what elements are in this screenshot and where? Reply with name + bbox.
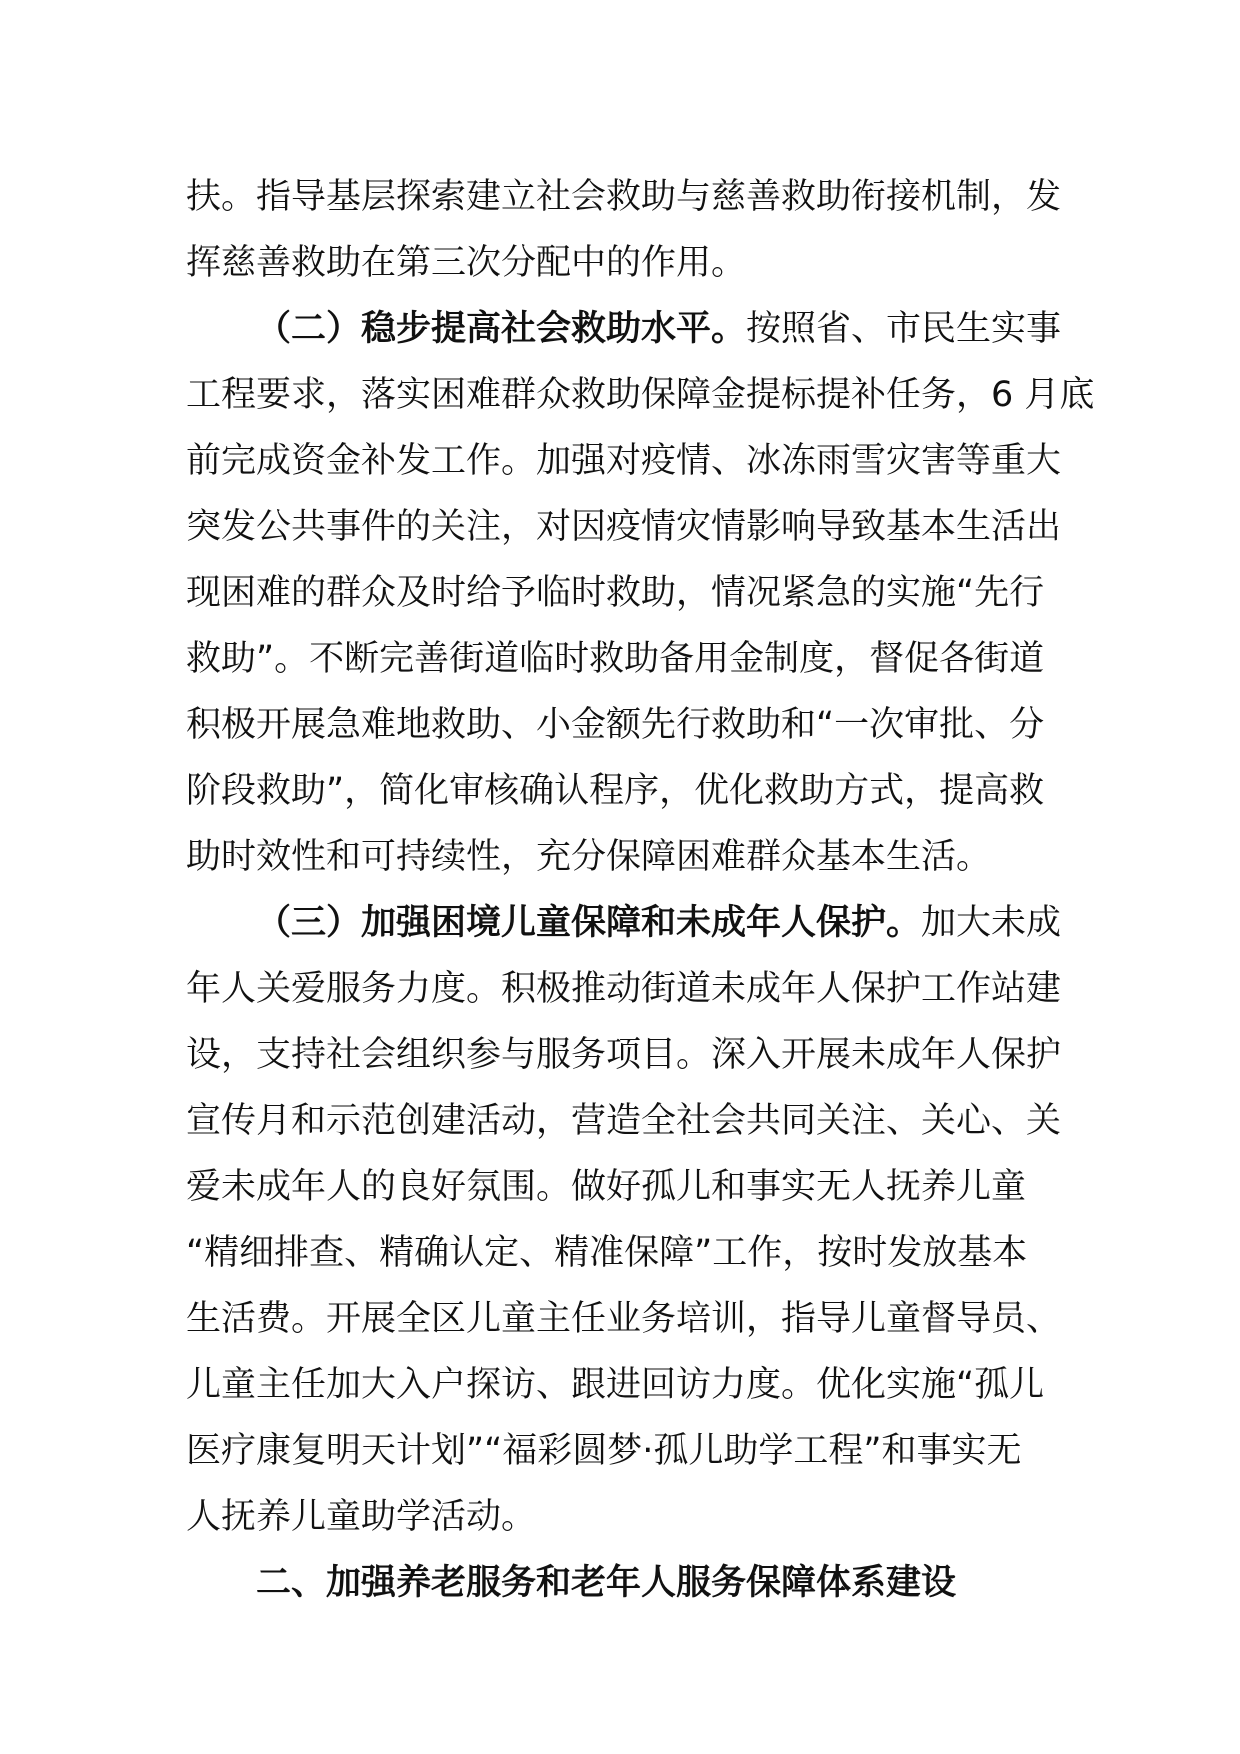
paragraph-text: 加大未成 <box>921 903 1062 943</box>
paragraph-line: 扶。指导基层探索建立社会救助与慈善救助衔接机制，发 <box>186 177 1062 217</box>
paragraph-line: 工程要求，落实困难群众救助保障金提标提补任务，6 月底 <box>186 375 1095 415</box>
paragraph-line: 前完成资金补发工作。加强对疫情、冰冻雨雪灾害等重大 <box>186 441 1062 481</box>
paragraph-line: 爱未成年人的良好氛围。做好孤儿和事实无人抚养儿童 <box>186 1167 1027 1207</box>
paragraph-line: 积极开展急难地救助、小金额先行救助和“一次审批、分 <box>186 705 1045 745</box>
paragraph-line: 儿童主任加大入户探访、跟进回访力度。优化实施“孤儿 <box>186 1365 1045 1405</box>
section-heading: 二、加强养老服务和老年人服务保障体系建设 <box>256 1563 957 1603</box>
paragraph-line: 挥慈善救助在第三次分配中的作用。 <box>186 243 747 283</box>
paragraph-line: 生活费。开展全区儿童主任业务培训，指导儿童督导员、 <box>186 1299 1062 1339</box>
paragraph-first-line <box>256 890 1062 956</box>
paragraph-line: 设，支持社会组织参与服务项目。深入开展未成年人保护 <box>186 1035 1062 1075</box>
paragraph-title: （三）加强困境儿童保障和未成年人保护。 <box>256 903 922 943</box>
paragraph-line: 救助”。不断完善街道临时救助备用金制度，督促各街道 <box>186 639 1045 679</box>
paragraph-line: 年人关爱服务力度。积极推动街道未成年人保护工作站建 <box>186 969 1062 1009</box>
paragraph-first-line <box>256 296 1062 362</box>
paragraph-line: 医疗康复明天计划”“福彩圆梦·孤儿助学工程”和事实无 <box>186 1431 1022 1471</box>
paragraph-line: 助时效性和可持续性，充分保障困难群众基本生活。 <box>186 837 992 877</box>
paragraph-line: “精细排查、精确认定、精准保障”工作，按时发放基本 <box>186 1233 1028 1273</box>
paragraph-title: （二）稳步提高社会救助水平。 <box>256 309 747 349</box>
paragraph-line: 阶段救助”，简化审核确认程序，优化救助方式，提高救 <box>186 771 1045 811</box>
paragraph-line: 人抚养儿童助学活动。 <box>186 1497 537 1537</box>
paragraph-line: 突发公共事件的关注，对因疫情灾情影响导致基本生活出 <box>186 507 1062 547</box>
paragraph-line: 现困难的群众及时给予临时救助，情况紧急的实施“先行 <box>186 573 1045 613</box>
paragraph-text: 按照省、市民生实事 <box>746 309 1062 349</box>
paragraph-line: 宣传月和示范创建活动，营造全社会共同关注、关心、关 <box>186 1101 1062 1141</box>
